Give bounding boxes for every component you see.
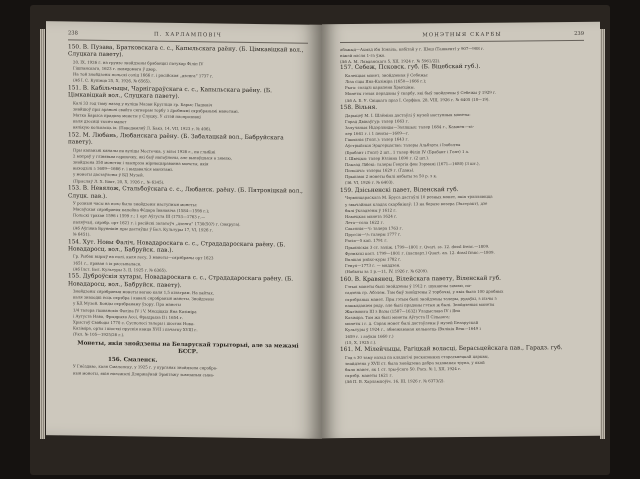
right-intro <box>340 45 584 66</box>
entry-line: Польскі трахан 1596 і 1599 г.; 1 орт Аўгуста III (1753—1763 г.— <box>73 212 206 220</box>
entry-line: Прыяніскія 3 ст. заліж. 1799—1801 г. Qvart. ss. 12. dossl frenc.—1809. <box>345 243 490 250</box>
entry-line: 2 мэтраў у глінявым гаршочку, які быў напоўнены, але выпаўшыся а зямлю, <box>73 153 233 161</box>
entry-line: Намецкая манета 1624 г. <box>345 213 398 219</box>
entry-heading: 155. Дуброўскія хутары, Новадароскага с. с., Стрададароскага раёну. (Б. Новадаросц. вол., Бабруйск. павету). <box>68 273 294 289</box>
entry-line: (Брабант і Гопт) 2 шт., 1 талер Філіп IV (Брабант і Гопт) 1 а. <box>345 148 470 155</box>
right-running-head <box>340 30 584 43</box>
text-line: У Гнёздаве, каля Смаленску, у 1925 г. у курганах знойдзена сярэбра- <box>73 363 218 371</box>
entry-line: садзень гр. Абэлем. Там быў знойдзены 2 торбачкі, у якіх было 100 дробных <box>345 289 504 296</box>
entry-line: 20, IX, 1926 г. на грудзе знойдзены брабанцкі патукар Філіп IV <box>73 59 204 67</box>
entry <box>340 103 584 186</box>
entry-line: лер 1641 г. і 1 пенсы—1609—г. <box>345 130 410 137</box>
entry-line: Хрыстоў Свабоды 1770 с. Сусполосі талеры і шостак Нова- <box>73 319 195 327</box>
left-running-head <box>68 29 308 43</box>
entry-line: (Укл. № 105—1925/26 г.). <box>73 331 125 338</box>
entry-heading: 159. Дзісьненскі павет, Віленскай губ. <box>340 186 459 194</box>
entry-line: выходзілі з 1609—1666 г. і выдаваліся манэтамі. <box>73 165 174 173</box>
entry-line: Расія—5 кап. 1791 г. <box>345 238 388 244</box>
entry-line: Матка Барыса прадала монеты у Слуцку. У сітэй паспрознаці <box>73 112 201 120</box>
entry <box>340 345 584 385</box>
entry <box>68 44 308 87</box>
left-entries <box>68 44 308 341</box>
entry-line: Дарыцеў М. І. Шлёміна дастаўлі ў музей наступныя монеты: <box>345 111 471 118</box>
entry-heading: 157. Себеж, Псковск. губ. (Б. Віцебскай губ.). <box>340 64 481 72</box>
entry-line: (Аб А. Б. У. Свіцкага праз І. Серфіна. 28, VIII, 1926 г. № 6405 (18—19). <box>345 96 490 103</box>
entry-line: Чэрвонцараскага M. Бруса дастаўлі 10 розных монет, якія трапляюцца <box>345 194 493 201</box>
entry-line: каля знаходкі ёсць сярэбра і кавалі сярэбраныя манеты. Знойдзены <box>73 294 214 302</box>
entry-line: Рыга: солідзі карапеня Хрысціны. <box>345 84 415 91</box>
entry-line: Пруссія—¹/₃ талеры 1777 г. <box>345 231 402 238</box>
entry-line: Паклад Лібекі: талеры Георгія фон Зэрмамі (1671—1680) (3 шт.), <box>345 160 480 167</box>
entry-line: Гэтыя манеты былі знойдзены ў 1912 г. шукаючы зямлю, па- <box>345 283 472 290</box>
text-line: ныя монеты, якія належылі Дзяржаўнай Эрмітажу зьвязаныя сына- <box>73 369 215 377</box>
entry-line: паляўчы), сярэбр. орт 1621 г. і расійскі залатоўч „дзенга“ 1730(50?) г. (закруга). <box>73 219 241 227</box>
section-title: Монеты, якія знойдзены на Беларускай тэрыторыі, але за межамі БССР. <box>77 340 299 356</box>
entry-line: Ліза сіцы Яна-Казіміра (1650—1666 г.); <box>345 78 427 85</box>
left-head-title: П. ХАРЛАМПОВІЧ <box>154 31 222 39</box>
entry-line: знайдзена у XVII ст. была знойдзена дабра захаваная труна, у якой <box>345 359 485 366</box>
entry-line: Монеты гэтыя пераданы ў скарбу, які быў знойдзены ў Себежы ў 1929 г. <box>345 90 497 97</box>
left-page-edges <box>40 29 45 439</box>
entry-line: былі ўкладзены ў 1612 г. <box>345 207 397 213</box>
entry-line: (Аб І. С. Купінца 25, X, 1926, № 6565). <box>73 77 151 84</box>
entry-line: 1/4 талера гішпанскіх Фаліпа IV і V. Мясціцкіх Яна Казіміра <box>73 307 197 314</box>
entry-heading: 156. Смаленск. <box>108 357 158 365</box>
text-line: ніжэй пасля 1-га ўжо. <box>340 52 386 59</box>
entry-156-lines <box>68 364 308 380</box>
entry <box>68 132 308 187</box>
right-page-edges <box>600 29 605 439</box>
right-head-title: МОНЭТНЫЯ СКАРБЫ <box>422 31 502 39</box>
entry-line: Гішпанскага, 1623 г. невядомага ў двор. <box>73 65 157 72</box>
entry <box>68 186 308 241</box>
entry-heading: 161. М. Мілейчыцы, Рагіцкай воласці, Берасьцейскага пав., Гарадз. губ. <box>340 345 563 354</box>
entry-line: (Аб Аўгіяна Бруянікін пры дастаўцы ў Бел. Культуры 17, VI, 1926 г. <box>73 225 213 233</box>
entry-line: Гішпанія (Гопт.): талер 1643 г. <box>345 136 409 143</box>
entry-line: Культуры ў 1924 г., абмежаваная колькасць (Вялікія Веш—1649 і <box>345 326 481 333</box>
right-page-number: 239 <box>574 30 584 38</box>
entry-line: № 6451). <box>73 231 91 237</box>
entry-line: (15, X, 1925 г.). <box>345 339 377 345</box>
entry-line: Год з 30 таму назад па кладагічі раскапаннях старасьвецкай царквы, <box>345 353 489 360</box>
entry-line: (Зб. VI, 1926 г. № 6403). <box>345 179 394 186</box>
entry-line: Прыпамя 2 монеты былі набыты за 50 р. з к. <box>345 173 438 180</box>
entry-line: Знойдзены сярэбраныя монеты вагою каля 1,5 кілаграм. На хайтах, <box>73 288 214 296</box>
entry-heading: 152. М. Любань, Любанскага раёну. (Б. Забалацкай вол., Бабруйскага павету). <box>68 132 284 147</box>
entry <box>340 186 584 276</box>
entry-line: Казіміра. Там жа былі монеты Аўгуста ІІ Сільнага; <box>345 314 450 321</box>
entry-line: Лета—сола 1622 г. <box>345 219 384 225</box>
entry-line: І. Швецыя: талер Юліяна 1690 г. (2 шт.). <box>345 154 430 161</box>
entry-line: Залучаныя Нідэрланды—Залпшых: талер 1684 г., Кампен—та- <box>345 123 474 130</box>
entry-heading: 150. В. Пузава, Братковскага с. с., Капыльскага раёну. (Б. Цімкавіцкай вол., Слуцкага павету). <box>68 44 304 59</box>
entry-line: каля дзесяці тысяч манет <box>73 118 127 125</box>
entry-line: Саксонія—¹/₂ талера 1763 г. <box>345 225 403 232</box>
entry <box>340 275 584 346</box>
entry <box>68 274 308 341</box>
entry <box>68 85 308 134</box>
entry-line: у монеты дастаўлены ў БД Музей. <box>73 171 144 178</box>
book-spread <box>30 5 610 475</box>
entry-line: вялікую колькасць іх. (Паведамляў Л. Бакэ, 14, VII, 1923 г. № 406). <box>73 124 212 132</box>
entry-line: Генуя—1773 г. — мяддзен. <box>345 262 401 269</box>
entry-heading: 160. В. Кравянец, Вілейскага павету, Віленскай губ. <box>340 275 501 283</box>
entry <box>68 239 308 276</box>
entry-line: пашкаданіем роду, але былі праданы гэтыя ж былі. Знойдзеныя манеты <box>345 301 495 308</box>
entry-line: Жыгімонта ІІІ з Вазы (1587—1632) Уладыслава IV і Яна <box>345 307 461 314</box>
left-page <box>46 21 322 439</box>
entry-line: знайшоў пры араньні свайго сягнерам торбу з дробнымі сярэбранымі манетамі. <box>73 106 239 114</box>
entry-line: монеты і г. д. Сорак монет былі дастаўлены ў музей Беларускай <box>345 320 479 327</box>
entry-line: знойдзена 350 монетак і звыпрэза мірнюцыраванна монеты, якія <box>73 159 209 167</box>
entry-line: У розныя часы на поле было знойдзены наступныя монеты: <box>73 200 198 208</box>
right-page <box>322 22 600 438</box>
entry-line: у звычайныя кладах скарбнікаў: 13 на беразе возера (Экстракт), дзе <box>345 200 488 207</box>
entry-line: Казіміра, орты і шосткі прускія канца XVII і пачатку XVIII г. <box>73 325 198 333</box>
entry-heading: 151. В. Кабільчыцы, Чарнігараўскага с. с., Капыльскага раёну. (Б. Цімкавіцкай вол., Слуцкага павету). <box>68 85 272 101</box>
entry-line: Аўстрыйскія Эрцгерцаства: талеры Альбэрта і Ізабэлты <box>345 142 461 149</box>
entry-line: (Аб П. В. Харлампоўіч. 16, III, 1926 г. № 6373/2). <box>345 378 445 385</box>
entry-line: 1651 г., правая з іх рассыпалася. <box>73 259 142 266</box>
entry-line: у БД Музей. Бонды сярэбранаму ўзору. Пра манеты <box>73 300 181 308</box>
entry-heading: 153. В. Невялож, Стальбоўскага с. с., Любанск. раёну. (Б. Пятровіцкай вол., Слуцк. пав.). <box>68 185 303 200</box>
entry-heading: 158. Вільня. <box>340 104 378 112</box>
entry-line: На той знойдзены польскі соліц 1666 г. і расійская „дзенга“ 1737 г. <box>73 71 214 79</box>
entry-line: было манет, як 1 ст. тры-ўсяго 50. Расх. № 1, XII, 1924 г. <box>345 366 462 373</box>
entry-156 <box>68 357 308 380</box>
entry-line: Горад Двінаўгур: талер 1663 г. <box>345 118 409 124</box>
entry-line: Масаўская сярэбраная капейка Фёдара Іванавіча (1584—1598 г.); <box>73 206 210 214</box>
entry-line: і Аугуста Нава, Фрыдрыха Асеі, Фрыдрыха ІІ і 1654 г. <box>73 313 184 320</box>
entry-line: Калекцыя манет, знойдзеная ў Себежы: <box>345 72 429 78</box>
entry-line: (Аб Ілст. Бел. Культуры 3, II, 1925 г. № 6365). <box>73 266 167 273</box>
entry-line: (Набыты за 1 р.—11, IV, 1926 г. № 6209). <box>345 268 428 275</box>
entry-line: сярэбраных манет. Пры гэтым былі знойдзены талеры, рудаўкі, з ільчы з <box>345 295 497 302</box>
entry-line: 1659 г. і лоўкія 1660 г.) <box>345 333 394 339</box>
entry-line: Фрэнкскі кост. 1799—1801 г. (паспарт.) Quart. an. 12. dossl franc.—1809. <box>345 249 495 256</box>
entry-line: (Прыслаў Л. Х. Бакт, 20, X, 1926 г., № 6345). <box>73 178 165 185</box>
entry-line: Калі 33 год таму назад у вуліца Мазан Кругліца гр. Барыс Пашовіч <box>73 100 213 108</box>
left-page-number: 238 <box>68 30 78 37</box>
entry-line: Пры капаньні каналы на вуліцы Местечка, у вілеі 1926 г., на глыбіні <box>73 147 216 155</box>
entry-line: сярэбр. манеты 1621 г. <box>345 372 393 379</box>
entry-line: Гр. Рыбак вырыў на полі, каля лесу, 3 манеты—сярэбраны орт 1623 <box>73 253 214 261</box>
right-entries <box>340 63 584 385</box>
entry-heading: 154. Хут. Новы Фаліч, Новадароскага с. с., Стрададароскага раёну. (Б. Новадаросц. вол., Бабруйск. пав.). <box>68 238 286 254</box>
text-line: (Аб А. М. Лявданскага 5, XII, 1924 г. № 5961/22). <box>340 58 441 65</box>
text-line: абажыд—Ахмад ібн Ісмаіль, кабітай у г. Шаш (Ташкент) у 907—908 г. <box>340 45 485 53</box>
entry <box>340 63 584 103</box>
entry-line: Польшча: талеры 1629 г. (Гдань). <box>345 167 415 173</box>
entry-line: Вялікая рэйхс-куры 1782 г. <box>345 256 402 262</box>
